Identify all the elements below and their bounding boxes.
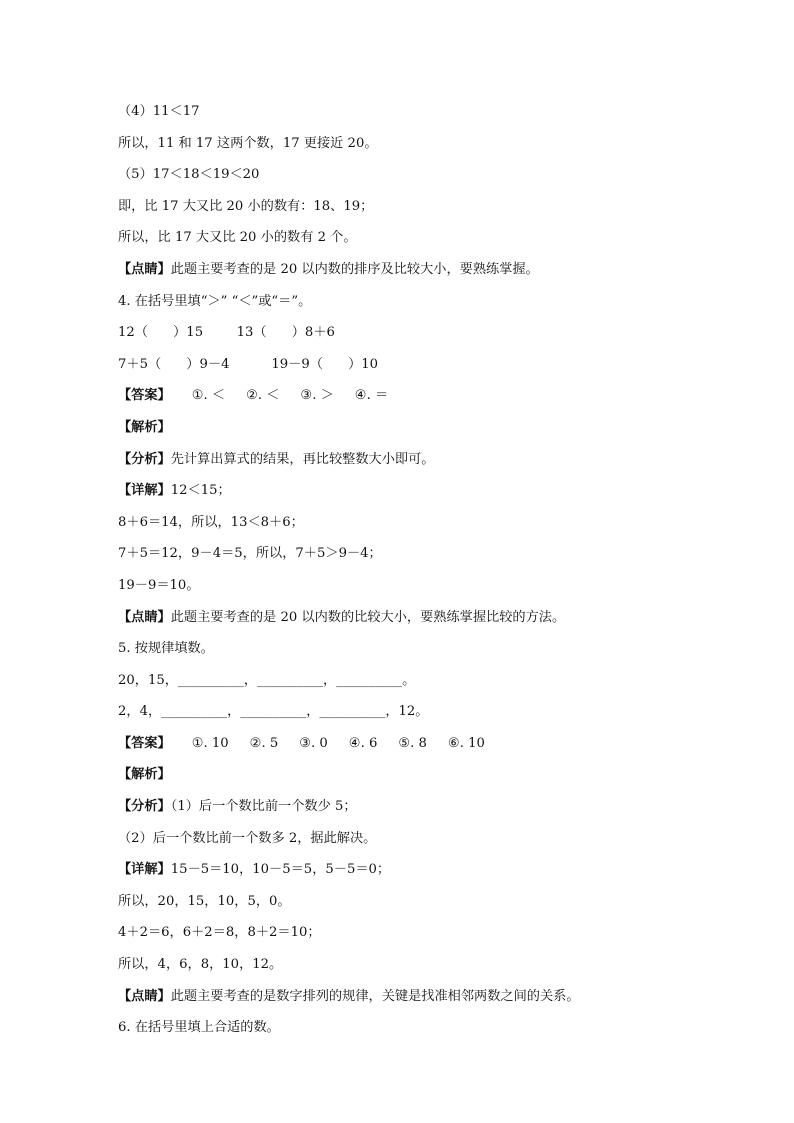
line-text: 12＜15；: [170, 483, 231, 499]
text-line: [118, 254, 718, 286]
text-line: 4＋2＝6，6＋2＝8，8＋2＝10；: [118, 925, 321, 941]
document-body: [118, 96, 718, 1044]
text-line: [118, 728, 718, 760]
text-line: 2，4，__________，__________，__________，12。: [118, 704, 429, 720]
line-text: 此题主要考查的是 20 以内数的排序及比较大小，要熟练掌握。: [170, 261, 539, 277]
section-tag: 【解析】: [118, 419, 171, 435]
text-line: [118, 412, 718, 444]
text-line: [118, 854, 718, 886]
section-tag: 【点睛】: [118, 261, 171, 277]
text-line: （2）后一个数比前一个数多 2，据此解决。: [118, 830, 377, 846]
section-tag: 【详解】: [118, 483, 171, 499]
section-tag: 【分析】: [118, 799, 171, 815]
text-line: [118, 759, 718, 791]
section-tag: 【答案】: [118, 388, 171, 404]
text-line: [118, 981, 718, 1013]
text-line: 7＋5＝12，9－4＝5，所以，7＋5＞9－4；: [118, 546, 382, 562]
text-line: 6. 在括号里填上合适的数。: [118, 1020, 280, 1036]
text-line: 19－9＝10。: [118, 577, 200, 593]
text-line: 5. 按规律填数。: [118, 641, 214, 657]
line-text: 此题主要考查的是 20 以内数的比较大小，要熟练掌握比较的方法。: [170, 609, 566, 625]
line-text: 此题主要考查的是数字排列的规律，关键是找准相邻两数之间的关系。: [170, 988, 580, 1004]
line-text: ①. ＜ ②. ＜ ③. ＞ ④. ＝: [170, 388, 389, 404]
text-line: 8＋6＝14，所以，13＜8＋6；: [118, 514, 304, 530]
text-line: （4）11＜17: [118, 104, 200, 119]
line-text: 15－5＝10，10－5＝5，5－5＝0；: [170, 862, 391, 878]
text-line: [118, 444, 718, 476]
text-line: [118, 475, 718, 507]
text-line: 所以，4，6，8，10，12。: [118, 957, 283, 973]
section-tag: 【分析】: [118, 451, 171, 467]
text-line: 12（ ）15 13（ ）8＋6: [118, 325, 335, 341]
text-line: 所以，比 17 大又比 20 小的数有 2 个。: [118, 230, 357, 246]
section-tag: 【详解】: [118, 862, 171, 878]
text-line: [118, 380, 718, 412]
text-line: [118, 791, 718, 823]
text-line: 即，比 17 大又比 20 小的数有：18、19；: [118, 198, 374, 214]
section-tag: 【解析】: [118, 767, 171, 783]
section-tag: 【点睛】: [118, 609, 171, 625]
text-line: 4. 在括号里填“＞” “＜”或“＝”。: [118, 293, 312, 309]
line-text: ①. 10 ②. 5 ③. 0 ④. 6 ⑤. 8 ⑥. 10: [170, 735, 485, 751]
section-tag: 【点睛】: [118, 988, 171, 1004]
text-line: [118, 602, 718, 634]
text-line: 所以，11 和 17 这两个数，17 更接近 20。: [118, 135, 378, 151]
text-line: 所以，20，15，10，5，0。: [118, 893, 291, 909]
text-line: 7＋5（ ）9－4 19－9（ ）10: [118, 356, 379, 372]
line-text: （1）后一个数比前一个数少 5；: [170, 799, 357, 815]
section-tag: 【答案】: [118, 735, 171, 751]
text-line: 20，15，__________，__________，__________。: [118, 672, 416, 688]
text-line: （5）17＜18＜19＜20: [118, 167, 260, 183]
line-text: 先计算出算式的结果，再比较整数大小即可。: [170, 451, 435, 467]
